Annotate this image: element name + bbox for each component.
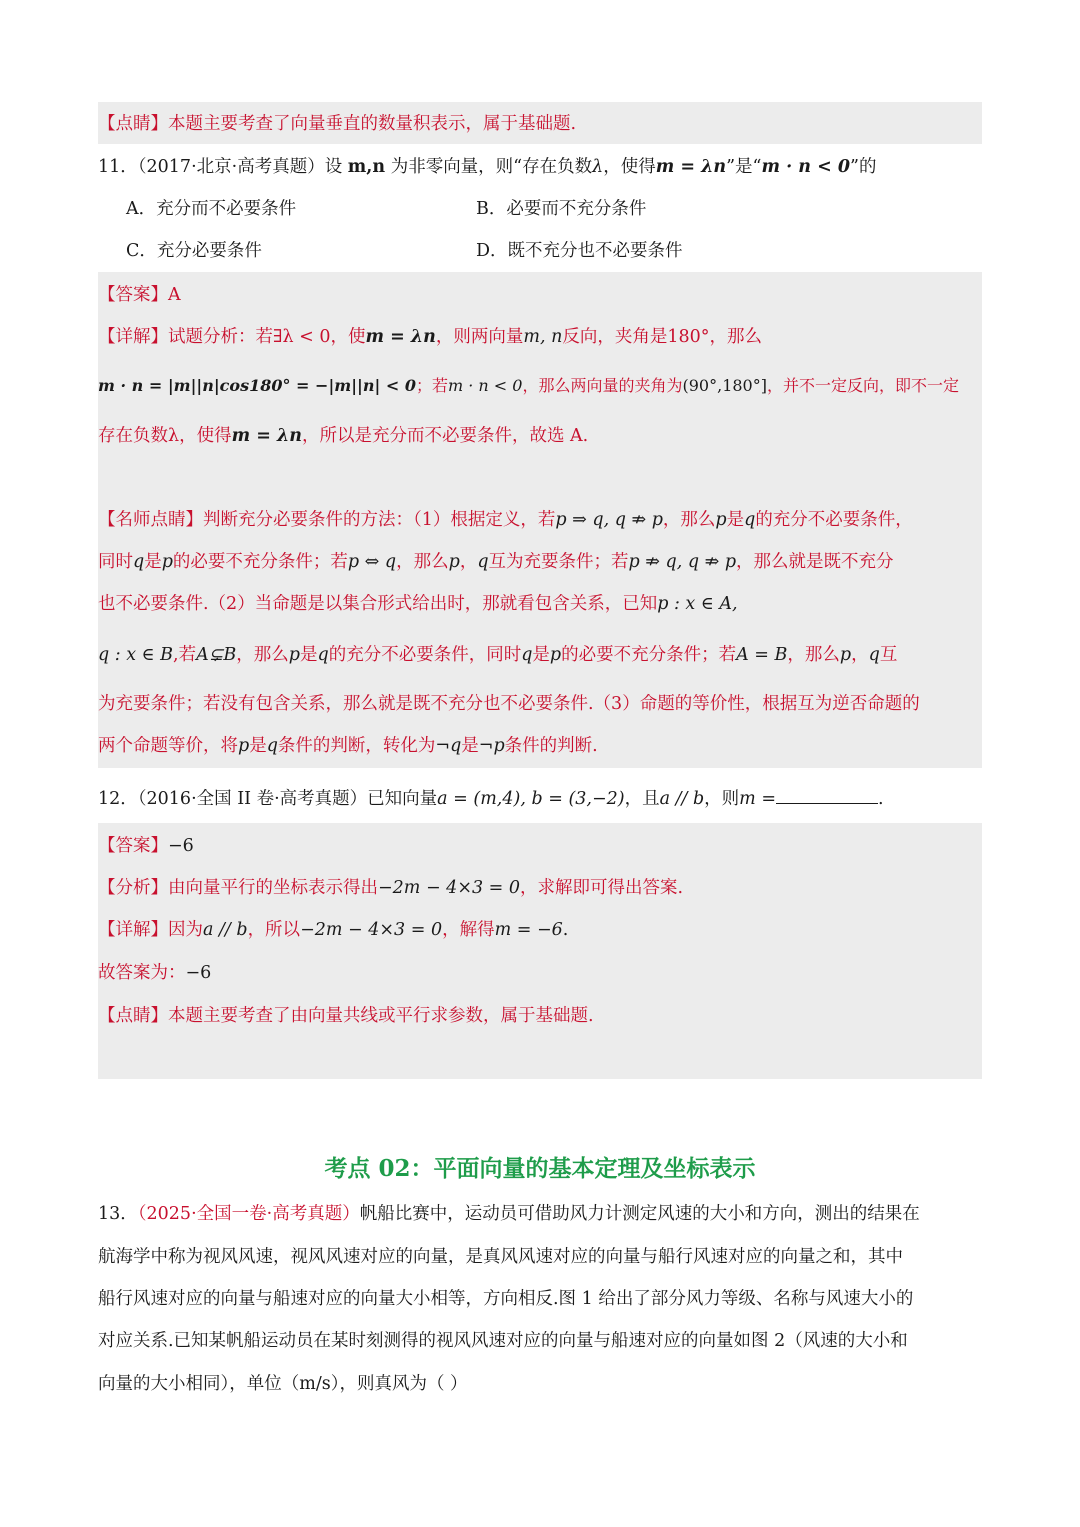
teacher-var: q xyxy=(868,645,880,665)
answer-value: A xyxy=(168,285,181,305)
q12-detail xyxy=(98,918,568,942)
teacher-text: 的充分不必要条件，同时 xyxy=(328,645,522,665)
teacher-math: ¬p xyxy=(478,736,505,756)
teacher-text: ，那么 xyxy=(236,645,289,665)
teacher-math: p ⇔ q xyxy=(347,552,397,572)
detail-text: ，所以 xyxy=(247,920,301,940)
stem-lambda: λ xyxy=(592,157,604,177)
analysis-text: ，求解即可得出答案. xyxy=(520,878,684,898)
stem-text: 已知向量 xyxy=(367,789,438,809)
stem-text: ，使得 xyxy=(603,157,656,177)
answer-tag: 【答案】 xyxy=(98,836,168,856)
q11-teacher-line-3 xyxy=(98,592,738,616)
teacher-text: ，那么就是既不充分 xyxy=(736,552,894,572)
teacher-text: 是 xyxy=(532,645,550,665)
q12-answer xyxy=(98,834,194,858)
teacher-text: 也不必要条件.（2）当命题是以集合形式给出时，那就看包含关系，已知 xyxy=(98,594,658,614)
teacher-var: q xyxy=(266,736,278,756)
q11-detail-line-2 xyxy=(98,374,959,398)
teacher-text: 是 xyxy=(461,736,479,756)
stem-text: 为非零向量，则“存在负数 xyxy=(385,157,593,177)
teacher-text: 条件的判断，转化为 xyxy=(277,736,436,756)
q11-teacher-line-4 xyxy=(98,643,897,667)
teacher-text: 是 xyxy=(144,552,162,572)
q13-line-2: 航海学中称为视风风速，视风风速对应的向量，是真风风速对应的向量与船行风速对应的向量之和，其中 xyxy=(98,1247,903,1267)
stem-text: ，则 xyxy=(704,789,740,809)
teacher-text: 的必要不充分条件；若 xyxy=(561,645,737,665)
teacher-var: q xyxy=(744,510,756,530)
teacher-text: ,若 xyxy=(173,645,197,665)
detail-result: m = −6 xyxy=(494,920,563,940)
teacher-text: ，那么 xyxy=(662,510,716,530)
detail-tag: 【详解】 xyxy=(98,327,168,347)
teacher-text: 是 xyxy=(300,645,318,665)
detail-text: ，解得 xyxy=(442,920,495,940)
teacher-math: A⊊B xyxy=(196,645,237,665)
detail-text: 试题分析：若∃λ < 0，使 xyxy=(168,327,366,347)
teacher-var: q xyxy=(521,645,533,665)
teacher-text: 的必要不充分条件；若 xyxy=(172,552,348,572)
teacher-var: p xyxy=(448,552,460,572)
question-number: 12． xyxy=(98,789,138,809)
section-heading: 考点 02：平面向量的基本定理及坐标表示 xyxy=(324,1155,756,1182)
q12-analysis xyxy=(98,876,683,900)
analysis-tag: 【分析】 xyxy=(98,878,168,898)
q11-detail-line-1 xyxy=(98,325,762,349)
teacher-text: 判断充分必要条件的方法：（1）根据定义，若 xyxy=(203,510,556,530)
detail-text: 反向，夹角是180°，那么 xyxy=(562,327,763,347)
detail-equation: m = λn xyxy=(231,426,302,446)
detail-text: ，那么两向量的夹角为 xyxy=(522,376,683,395)
detail-vars: m, n xyxy=(523,327,563,347)
q13-line-1 xyxy=(98,1202,920,1226)
q11-stem xyxy=(98,155,877,179)
stem-text: ，且 xyxy=(624,789,660,809)
note-text: 本题主要考查了向量垂直的数量积表示，属于基础题. xyxy=(168,114,577,134)
teacher-math: p ⇒ q, q ⇏ p xyxy=(555,510,663,530)
stem-vars: m,n xyxy=(347,157,386,177)
detail-range: (90°,180°] xyxy=(682,376,767,395)
q12-stem xyxy=(98,785,884,811)
answer-blank[interactable] xyxy=(776,785,878,804)
teacher-text: 是 xyxy=(726,510,745,530)
stem-vectors: a = (m,4), b = (3,−2) xyxy=(437,789,625,809)
detail-tag: 【详解】 xyxy=(98,920,168,940)
teacher-text: 条件的判断. xyxy=(504,736,598,756)
detail-text: 因为 xyxy=(168,920,203,940)
option-d: D．既不充分也不必要条件 xyxy=(476,241,683,261)
stem-parallel: a // b xyxy=(659,789,705,809)
teacher-text: ， xyxy=(459,552,478,572)
teacher-text: 互 xyxy=(879,645,898,665)
detail-inequality: m · n < 0 xyxy=(447,376,523,395)
final-value: −6 xyxy=(185,963,212,983)
question-number: 11． xyxy=(98,157,138,177)
detail-parallel: a // b xyxy=(203,920,248,940)
q11-teacher-line-6 xyxy=(98,734,598,758)
teacher-math: p ⇏ q, q ⇏ p xyxy=(628,552,737,572)
q13-line-4: 对应关系.已知某帆船运动员在某时刻测得的视风风速对应的向量与船速对应的向量如图 2（风速的大小和 xyxy=(98,1331,908,1351)
q11-teacher-line-5: 为充要条件；若没有包含关系，那么就是既不充分也不必要条件.（3）命题的等价性，根据互为逆否命题的 xyxy=(98,694,920,714)
analysis-text: 由向量平行的坐标表示得出 xyxy=(168,878,378,898)
detail-text: . xyxy=(562,920,569,940)
teacher-text: ，那么 xyxy=(396,552,449,572)
teacher-math: A = B xyxy=(736,645,788,665)
teacher-var: q xyxy=(317,645,329,665)
q13-line-3: 船行风速对应的向量与船速对应的向量大小相等，方向相反.图 1 给出了部分风力等级、名称与风速大小的 xyxy=(98,1289,914,1309)
teacher-math: q : x ∈ B xyxy=(98,645,174,665)
question-source: （2017·北京·高考真题） xyxy=(137,157,325,177)
stem-text: 设 xyxy=(324,157,348,177)
note-tag: 【点睛】 xyxy=(98,114,168,134)
teacher-var: p xyxy=(839,645,852,665)
q10-note xyxy=(98,112,576,136)
detail-equation: −2m − 4×3 = 0 xyxy=(300,920,443,940)
teacher-text: ，那么 xyxy=(787,645,840,665)
note-text: 本题主要考查了由向量共线或平行求参数，属于基础题. xyxy=(168,1006,594,1026)
teacher-text: 互为充要条件；若 xyxy=(488,552,629,572)
question-source: （2016·全国 II 卷·高考真题） xyxy=(137,789,368,809)
teacher-var: p xyxy=(161,552,173,572)
detail-math: m · n = |m||n|cos180° = −|m||n| < 0 xyxy=(98,376,416,395)
detail-text: ，并不一定反向，即不一定 xyxy=(766,376,959,395)
teacher-text: 的充分不必要条件， xyxy=(755,510,913,530)
question-source: （2025·全国一卷·高考真题） xyxy=(137,1204,360,1224)
final-label: 故答案为： xyxy=(98,963,186,983)
question-text: 帆船比赛中，运动员可借助风力计测定风速的大小和方向，测出的结果在 xyxy=(359,1204,920,1224)
detail-text: ；若 xyxy=(415,376,448,395)
q11-teacher-line-2 xyxy=(98,550,894,574)
teacher-tag: 【名师点睛】 xyxy=(98,510,203,530)
q12-note xyxy=(98,1004,594,1028)
teacher-math: ¬q xyxy=(435,736,462,756)
q11-detail-line-3 xyxy=(98,424,588,448)
teacher-text: 同时 xyxy=(98,552,133,572)
answer-tag: 【答案】 xyxy=(98,285,168,305)
note-tag: 【点睛】 xyxy=(98,1006,168,1026)
stem-unknown: m = xyxy=(739,789,776,809)
analysis-equation: −2m − 4×3 = 0 xyxy=(378,878,521,898)
teacher-text: ， xyxy=(851,645,869,665)
q11-teacher-line-1 xyxy=(98,508,913,532)
stem-equation: m = λn xyxy=(655,157,727,177)
stem-inequality: m · n < 0 xyxy=(761,157,851,177)
detail-text: ，所以是充分而不必要条件，故选 A. xyxy=(301,426,589,446)
answer-value: −6 xyxy=(168,836,194,856)
detail-text: 存在负数λ，使得 xyxy=(98,426,232,446)
teacher-var: p xyxy=(715,510,727,530)
teacher-text: 两个命题等价，将 xyxy=(98,736,238,756)
q12-final xyxy=(98,961,211,985)
stem-text: ”是“ xyxy=(726,157,762,177)
detail-text: ，则两向量 xyxy=(435,327,524,347)
teacher-var: p xyxy=(549,645,562,665)
q13-line-5: 向量的大小相同），单位（m/s），则真风为（ ） xyxy=(98,1374,468,1394)
question-number: 13． xyxy=(98,1204,138,1224)
teacher-var: q xyxy=(477,552,489,572)
teacher-text: 是 xyxy=(249,736,267,756)
stem-text: . xyxy=(877,789,884,809)
option-b: B．必要而不充分条件 xyxy=(476,199,647,219)
stem-text: ”的 xyxy=(850,157,877,177)
teacher-var: p xyxy=(288,645,300,665)
detail-equation: m = λn xyxy=(365,327,436,347)
teacher-math: p : x ∈ A, xyxy=(657,594,738,614)
q12-solution-box xyxy=(98,823,982,1079)
q11-answer xyxy=(98,283,181,307)
teacher-var: p xyxy=(238,736,250,756)
option-c: C．充分必要条件 xyxy=(126,241,262,261)
option-a: A．充分而不必要条件 xyxy=(126,199,297,219)
teacher-var: q xyxy=(133,552,145,572)
